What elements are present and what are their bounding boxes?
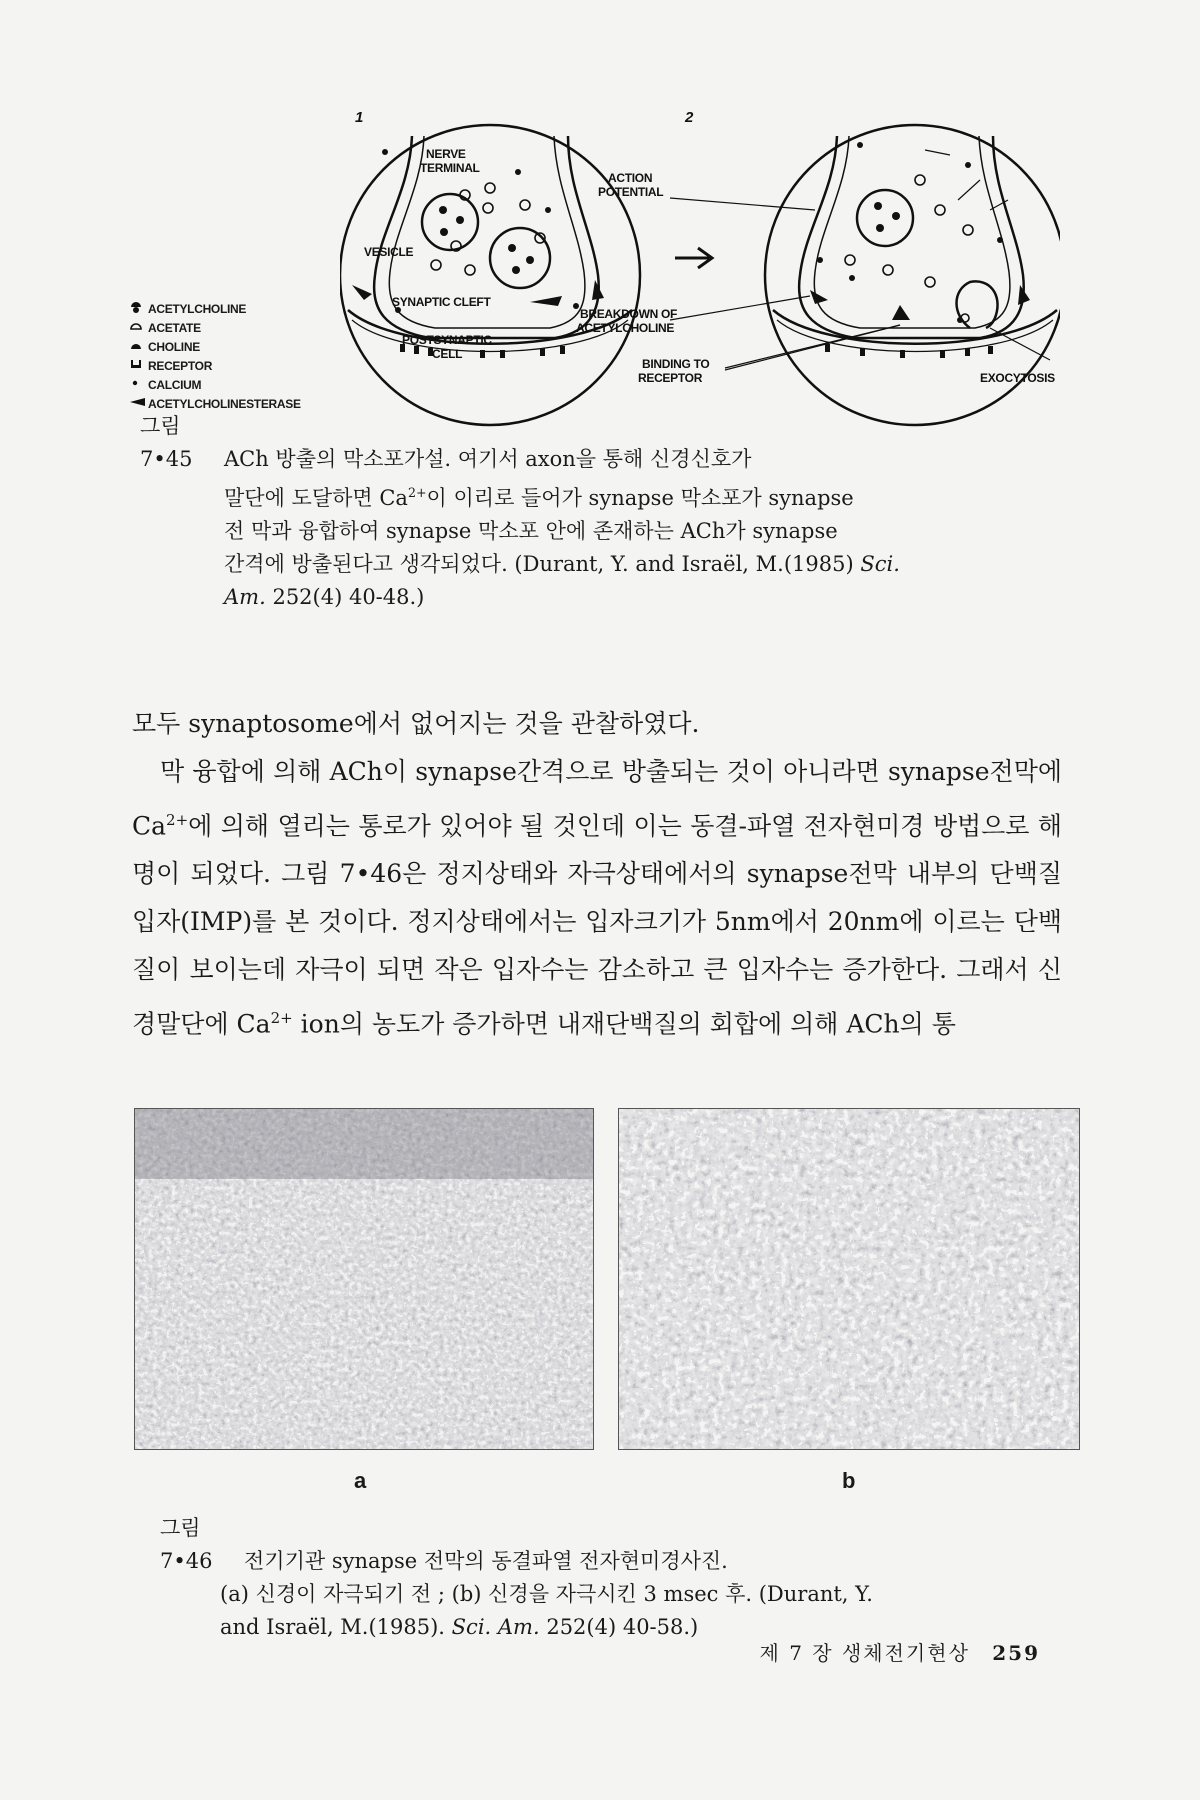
legend-label: CALCIUM (148, 378, 202, 392)
journal-name: Sci. Am. (451, 1615, 540, 1639)
caption-line: 전기기관 synapse 전막의 동결파열 전자현미경사진. (244, 1549, 728, 1573)
nerve-terminal-label: NERVE (426, 147, 466, 161)
acetylcholine-icon (130, 300, 148, 319)
postsynaptic-label: CELL (432, 347, 463, 361)
action-potential-label: POTENTIAL (598, 185, 664, 199)
figure-number: 그림 7•45 (140, 414, 193, 471)
running-footer (760, 1637, 1040, 1666)
panel-number-2: 2 (685, 110, 694, 126)
caption-line: 252(4) 40-58.) (546, 1615, 699, 1639)
micrograph-a (134, 1108, 594, 1450)
legend-label: ACETYLCHOLINE (148, 302, 247, 316)
micrograph-b (618, 1108, 1080, 1450)
legend-item (130, 357, 301, 376)
vesicle-2 (857, 190, 913, 246)
choline-icon (130, 338, 148, 357)
paragraph: 막 융합에 의해 ACh이 synapse간격으로 방출되는 것이 아니라면 synapse전막에 $Ca^{2+}$에 의해 열리는 통로가 있어야 될 것인데 이는 동결-파열 전자현미경 방법으로 해명이 되었다. 그림 7•46은 정지상태와 자극상태에서의 synapse전막 내부의 단백질입자(IMP)를 본 것이다. 정지상태에서는 입자크기가 5nm에서 20nm에 이르는 단백질이 보이는데 자극이 되면 작은 입자수는 감소하고 큰 입자수는 증가한다. 그래서 신경말단에 $Ca^{2+}$ ion의 농도가 증가하면 내재단백질의 회합에 의해 ACh의 통 (132, 757, 1062, 1039)
breakdown-label: ACETYLCHOLINE (576, 321, 675, 335)
legend-item (130, 376, 301, 395)
caption-line: (a) 신경이 자극되기 전 ; (b) 신경을 자극시킨 3 msec 후. (Durant, Y. (220, 1582, 873, 1606)
caption-line: 말단에 도달하면 Ca (224, 486, 408, 510)
caption-line: 간격에 방출된다고 생각되었다. (Durant, Y. and Israël, M.(1985) (224, 552, 854, 576)
legend-label: ACETATE (148, 321, 201, 335)
breakdown-label: BREAKDOWN OF (580, 307, 678, 321)
journal-name: Am. (224, 585, 266, 609)
caption-line: and Israël, M.(1985). (220, 1615, 445, 1639)
superscript: 2+ (407, 485, 427, 500)
caption-line: 252(4) 40-48.) (272, 585, 425, 609)
legend-label: CHOLINE (148, 340, 200, 354)
legend-label: RECEPTOR (148, 359, 213, 373)
chapter-title: 제 7 장 생체전기현상 (759, 1641, 970, 1665)
calcium-icon (130, 376, 148, 395)
caption-line: 전 막과 융합하여 synapse 막소포 안에 존재하는 ACh가 synapse (224, 519, 838, 543)
exocytosis-label: EXOCYTOSIS (980, 371, 1055, 385)
nerve-terminal-label: TERMINAL (420, 161, 480, 175)
caption-line: 이 이리로 들어가 synapse 막소포가 synapse (426, 486, 854, 510)
binding-label: RECEPTOR (638, 371, 703, 385)
journal-name: Sci. (860, 552, 900, 576)
legend-item (130, 319, 301, 338)
action-potential-label: ACTION (608, 171, 653, 185)
vesicle-label: VESICLE (364, 245, 414, 259)
panel-1-circle (340, 125, 640, 425)
acetate-icon (130, 319, 148, 338)
transition-arrow (675, 248, 712, 268)
synapse-diagram (340, 110, 1060, 440)
nerve-terminal-2 (799, 136, 1024, 338)
figure-745-caption (140, 410, 1040, 614)
paragraph: 모두 synaptosome에서 없어지는 것을 관찰하였다. (132, 709, 700, 738)
figure-number: 그림 7•46 (160, 1516, 213, 1573)
legend-item (130, 300, 301, 319)
page-number: 259 (992, 1641, 1040, 1665)
legend-label: ACETYLCHOLINESTERASE (148, 397, 301, 411)
postsynaptic-label: POSTSYNAPTIC (402, 333, 492, 347)
binding-label: BINDING TO (642, 357, 710, 371)
synaptic-cleft-label: SYNAPTIC CLEFT (392, 295, 491, 309)
label-b: b (842, 1468, 856, 1493)
panel-number-1: 1 (355, 110, 364, 126)
legend-item (130, 338, 301, 357)
label-a: a (354, 1468, 367, 1493)
figure-legend (130, 300, 301, 414)
receptor-icon (130, 357, 148, 376)
figure-746-caption (160, 1512, 1060, 1644)
caption-line: ACh 방출의 막소포가설. 여기서 axon을 통해 신경신호가 (224, 447, 752, 471)
body-text (132, 700, 1062, 1049)
